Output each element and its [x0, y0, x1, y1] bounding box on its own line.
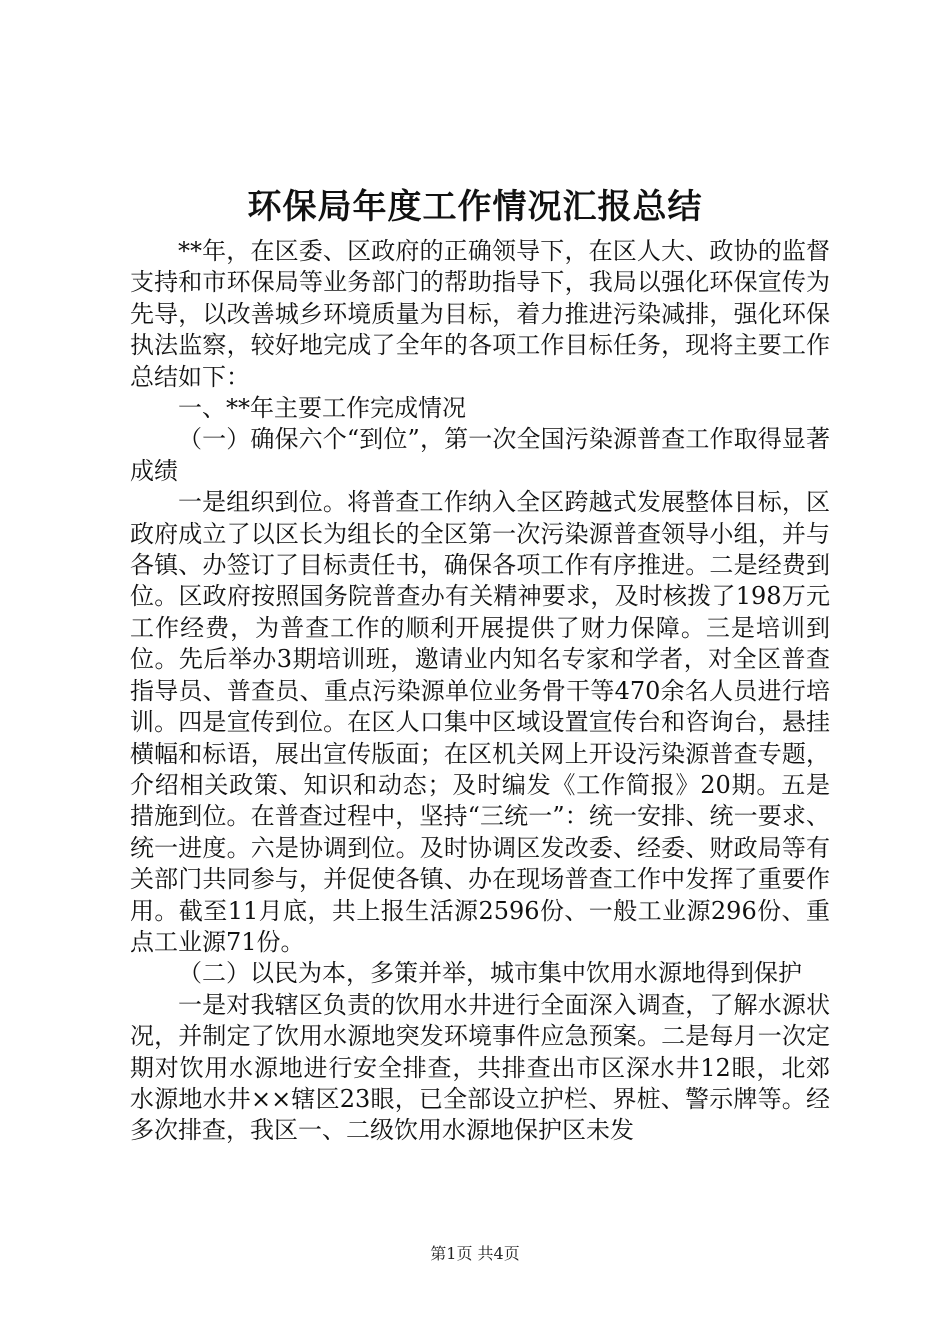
- subsection-heading-2: （二）以民为本，多策并举，城市集中饮用水源地得到保护: [178, 959, 802, 988]
- paragraph-survey: 一是组织到位。将普查工作纳入全区跨越式发展整体目标，区政府成立了以区长为组长的全区第一次污染源普查领导小组，并与各镇、办签订了目标责任书，确保各项工作有序推进。二是经费到位。区政府按照国务院普查办有关精神要求，及时核拨了198万元工作经费，为普查工作的顺利开展提供了财力保障。三是培训到位。先后举办3期培训班，邀请业内知名专家和学者，对全区普查指导员、普查员、重点污染源单位业务骨干等470余名人员进行培训。四是宣传到位。在区人口集中区域设置宣传台和咨询台，悬挂横幅和标语，展出宣传版面；在区机关网上开设污染源普查专题，介绍相关政策、知识和动态；及时编发《工作简报》20期。五是措施到位。在普查过程中，坚持“三统一”：统一安排、统一要求、统一进度。六是协调到位。及时协调区发改委、经委、财政局等有关部门共同参与，并促使各镇、办在现场普查工作中发挥了重要作用。截至11月底，共上报生活源2596份、一般工业源296份、重点工业源71份。: [130, 488, 830, 956]
- document-body: [130, 236, 830, 1147]
- document-title: 环保局年度工作情况汇报总结: [247, 187, 703, 227]
- page-number-footer: 第1页 共4页: [430, 1244, 520, 1263]
- section-heading-1: 一、**年主要工作完成情况: [178, 394, 466, 423]
- paragraph-intro: **年，在区委、区政府的正确领导下，在区人大、政协的监督支持和市环保局等业务部门的帮助指导下，我局以强化环保宣传为先导，以改善城乡环境质量为目标，着力推进污染减排，强化环保执法监察，较好地完成了全年的各项工作目标任务，现将主要工作总结如下：: [130, 237, 830, 391]
- subsection-heading-1: （一）确保六个“到位”，第一次全国污染源普查工作取得显著成绩: [130, 425, 830, 485]
- paragraph-water-source: 一是对我辖区负责的饮用水井进行全面深入调查，了解水源状况，并制定了饮用水源地突发环境事件应急预案。二是每月一次定期对饮用水源地进行安全排查，共排查出市区深水井12眼，北郊水源地水井××辖区23眼，已全部设立护栏、界桩、警示牌等。经多次排查，我区一、二级饮用水源地保护区未发: [130, 990, 830, 1145]
